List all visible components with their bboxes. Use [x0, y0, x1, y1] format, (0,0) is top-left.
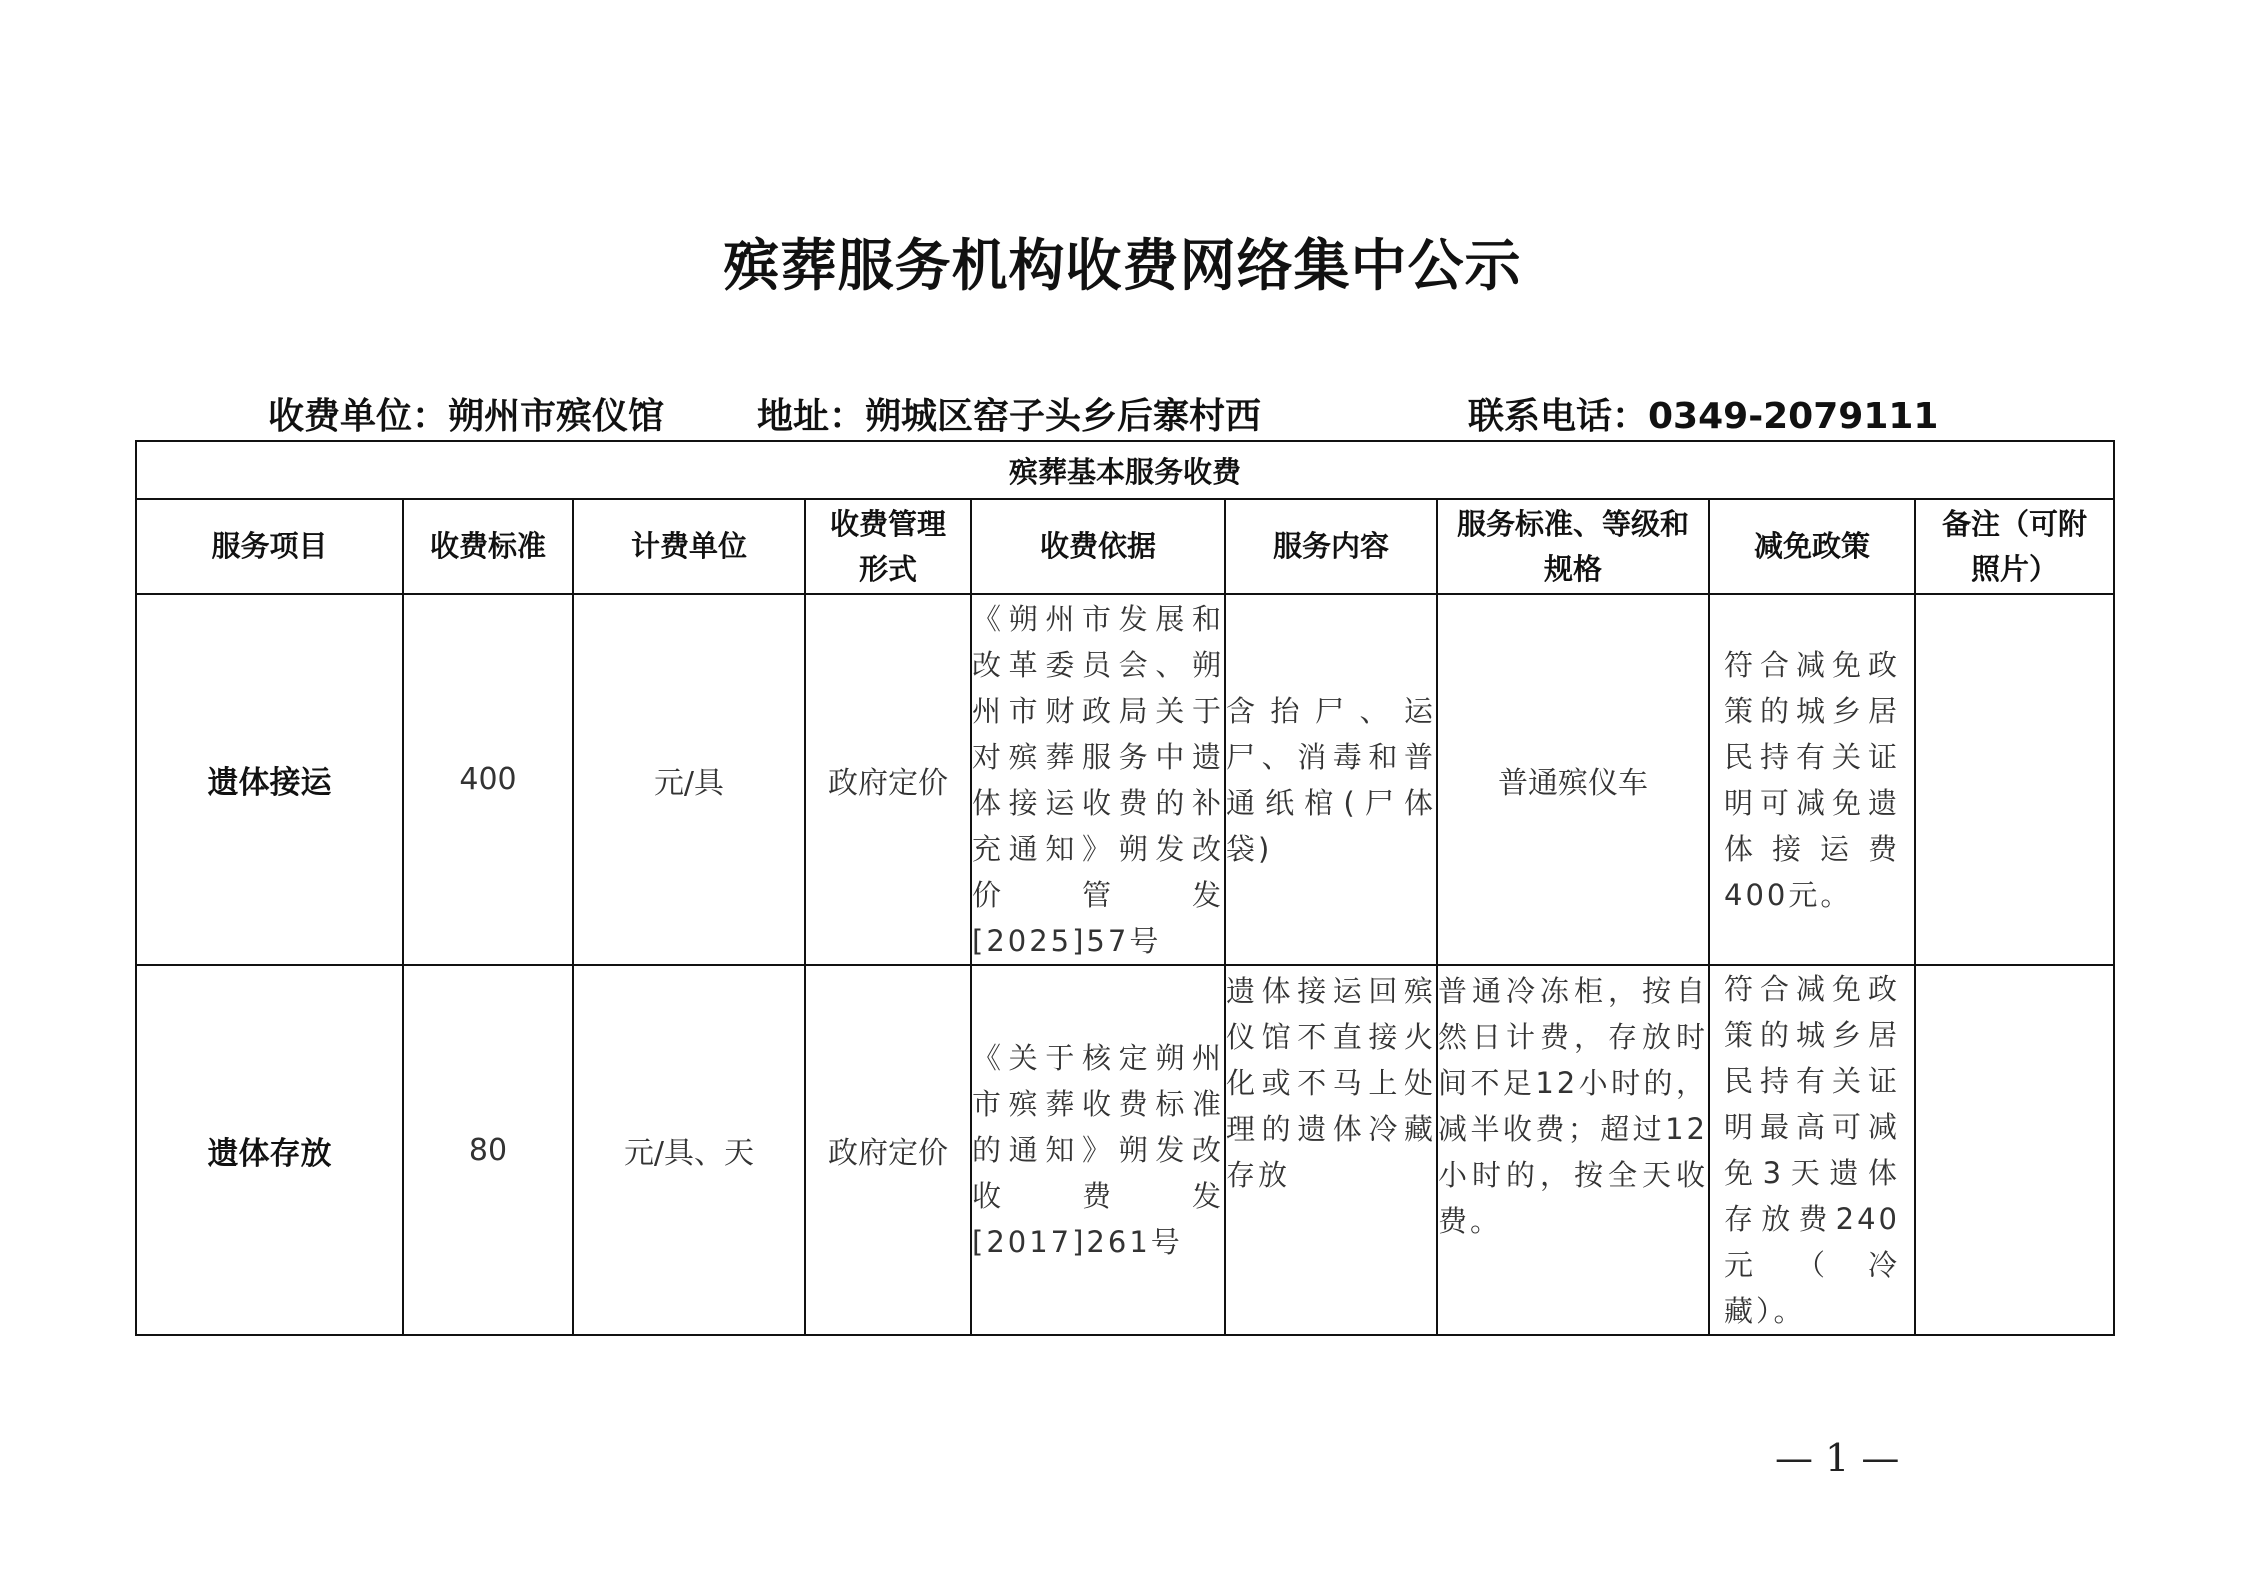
service-standard: 普通殡仪车	[1437, 594, 1709, 965]
service-item: 遗体存放	[136, 965, 403, 1335]
fee-basis: 《朔州市发展和改革委员会、朔州市财政局关于对殡葬服务中遗体接运收费的补充通知》朔发改价管发[2025]57号	[971, 594, 1225, 965]
remark	[1915, 965, 2114, 1335]
reduction-policy: 符合减免政策的城乡居民持有关证明最高可减免3天遗体存放费240元（冷藏）。	[1709, 965, 1915, 1335]
address: 地址：朔城区窑子头乡后寨村西	[757, 396, 1262, 437]
fee-basis: 《关于核定朔州市殡葬收费标准的通知》朔发改收费发[2017]261号	[971, 965, 1225, 1335]
page-title: 殡葬服务机构收费网络集中公示	[723, 233, 1522, 299]
section-title: 殡葬基本服务收费	[136, 441, 2114, 499]
header-service-item: 服务项目	[136, 499, 403, 594]
header-management-form: 收费管理形式	[805, 499, 971, 594]
header-service-content: 服务内容	[1225, 499, 1437, 594]
service-standard: 普通冷冻柜，按自然日计费，存放时间不足12小时的，减半收费；超过12小时的，按全天收费。	[1437, 965, 1709, 1335]
header-reduction-policy: 减免政策	[1709, 499, 1915, 594]
remark	[1915, 594, 2114, 965]
reduction-policy: 符合减免政策的城乡居民持有关证明可减免遗体接运费400元。	[1709, 594, 1915, 965]
header-service-standard: 服务标准、等级和规格	[1437, 499, 1709, 594]
header-fee-standard: 收费标准	[403, 499, 573, 594]
management-form: 政府定价	[805, 594, 971, 965]
header-row	[136, 499, 2114, 594]
section-row	[136, 441, 2114, 499]
fee-table	[135, 440, 2115, 1336]
table-row	[136, 965, 2114, 1335]
contact-phone: 联系电话：0349-2079111	[1468, 396, 1939, 437]
table-row	[136, 594, 2114, 965]
service-item: 遗体接运	[136, 594, 403, 965]
header-remark: 备注（可附照片）	[1915, 499, 2114, 594]
service-content: 含抬尸、运尸、消毒和普通纸棺(尸体袋)	[1225, 594, 1437, 965]
header-fee-basis: 收费依据	[971, 499, 1225, 594]
billing-unit: 元/具	[573, 594, 805, 965]
fee-standard: 400	[403, 594, 573, 965]
billing-unit: 元/具、天	[573, 965, 805, 1335]
fee-standard: 80	[403, 965, 573, 1335]
service-content: 遗体接运回殡仪馆不直接火化或不马上处理的遗体冷藏存放	[1225, 965, 1437, 1335]
page-number: — 1 —	[1775, 1436, 1900, 1480]
management-form: 政府定价	[805, 965, 971, 1335]
charging-unit: 收费单位：朔州市殡仪馆	[268, 396, 665, 437]
header-billing-unit: 计费单位	[573, 499, 805, 594]
